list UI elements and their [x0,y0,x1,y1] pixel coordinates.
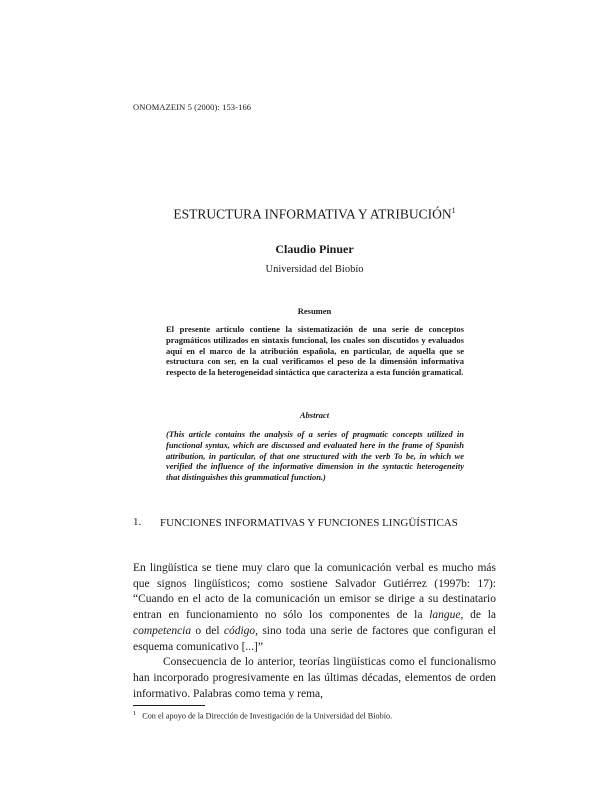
body-paragraph-2: Consecuencia de lo anterior, teorías lingüísticas como el funcionalismo han incorporado progresivamente en las últimas décadas, elementos de orden informativo. Palabras como tema y rema, [133,656,496,700]
author-name: Claudio Pinuer [275,242,354,256]
p1-text-b: , de la [460,609,496,622]
body-paragraph-1 [133,561,496,655]
section-number: 1. [133,516,142,528]
term-langue: langue [429,609,461,622]
body-text [133,561,496,702]
paper-title [133,206,496,223]
abstract-text: (This article contains the analysis of a series of pragmatic concepts utilized in functional syntax, which are discussed and evaluated here in the frame of Spanish attribution, in particular, of that one structured with the verb To be, in which we verified the influence of the informative dimension in the syntactic heterogeneity that distinguishes this grammatical function.) [166,429,464,483]
footnote-mark: 1 [133,710,137,717]
resumen-text: El presente artículo contiene la sistematización de una serie de conceptos pragmáticos utilizados en sintaxis funcional, los cuales son discutidos y evaluados aquí en el marco de la atribución española, en particular, de aquella que se estructura con ser, en la cual verificamos el peso de la dimensión informativa respecto de la heterogeneidad sintáctica que caracteriza a esta función gramatical. [166,324,464,378]
p1-text-c: o del [191,624,224,637]
paper-title-text: ESTRUCTURA INFORMATIVA Y ATRIBUCIÓN [173,206,452,222]
p1-text-a: En lingüística se tiene muy claro que la comunicación verbal es mucho más que signos lingüísticos; como sostiene Salvador Gutiérrez (1997b: 17): “Cuando en el acto de la comunicación un emisor se dirige a su destinatario entran en funcionamiento no sólo los componentes de la [133,562,496,622]
p1-text-d: , sino toda una serie de factores que configuran el esquema comunicativo [...]” [133,624,496,653]
running-head: ONOMAZEIN 5 (2000): 153-166 [133,102,252,112]
footnote [133,710,392,721]
term-codigo: código [223,624,256,637]
title-footnote-ref: 1 [451,206,456,215]
term-competencia: competencia [133,624,192,637]
abstract-heading: Abstract [299,410,330,420]
section-title: FUNCIONES INFORMATIVAS Y FUNCIONES LINGÜÍSTICAS [160,517,458,529]
footnote-text: Con el apoyo de la Dirección de Investigación de la Universidad del Biobío. [142,711,393,721]
footnote-rule [133,705,205,706]
author-affiliation: Universidad del Biobío [265,264,364,275]
resumen-heading: Resumen [297,306,332,316]
